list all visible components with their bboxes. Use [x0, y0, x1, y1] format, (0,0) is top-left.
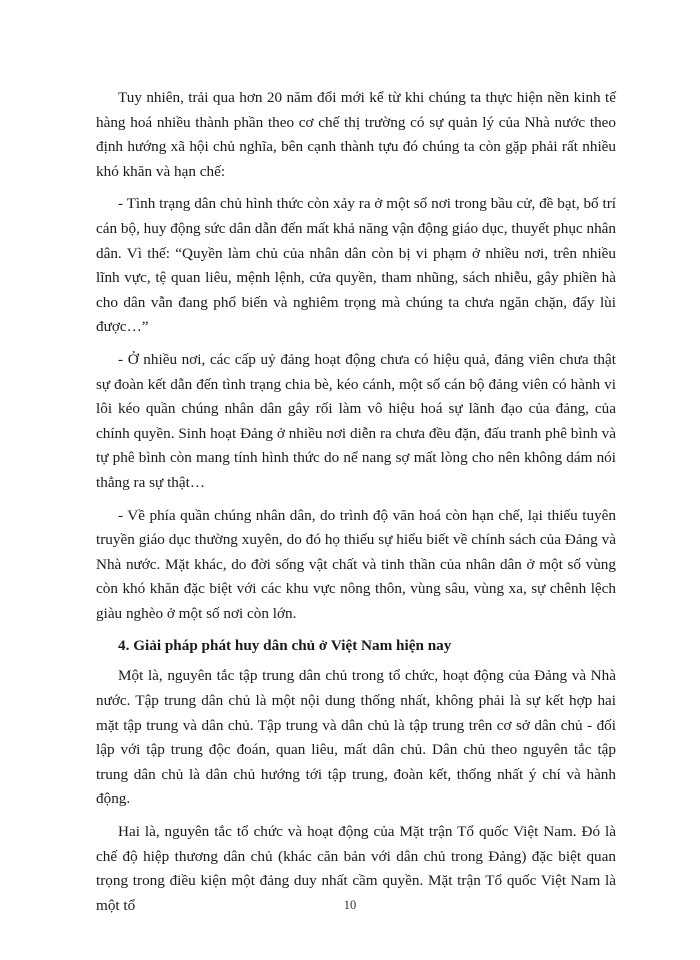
paragraph-solution-1: Một là, nguyên tắc tập trung dân chủ trong tổ chức, hoạt động của Đảng và Nhà nước. Tập trung dân chủ là một nội dung thống nhất, không phải là sự kết hợp hai mặt tập trung và dân chủ. Tập trung và dân chủ là tập trung trên cơ sở dân chủ - đối lập với tập trung độc đoán, quan liêu, mất dân chủ. Dân chủ theo nguyên tắc tập trung dân chủ là dân chủ hướng tới tập trung, đoàn kết, thống nhất ý chí và hành động.: [96, 667, 616, 808]
paragraph-intro: Tuy nhiên, trải qua hơn 20 năm đổi mới kể từ khi chúng ta thực hiện nền kinh tế hàng hoá nhiều thành phần theo cơ chế thị trường có sự quản lý của Nhà nước theo định hướng xã hội chủ nghĩa, bên cạnh thành tựu đó chúng ta còn gặp phải rất nhiều khó khăn và hạn chế:: [96, 89, 616, 180]
page-body: [96, 86, 616, 918]
paragraph-solution-2: Hai là, nguyên tắc tổ chức và hoạt động của Mặt trận Tổ quốc Việt Nam. Đó là chế độ hiệp thương dân chủ (khác căn bản với dân chủ trong Đảng) đặc biệt quan trọng trong điều kiện một đảng duy nhất cầm quyền. Mặt trận Tổ quốc Việt Nam là một tổ: [96, 823, 616, 914]
paragraph-limitation-2: - Ở nhiều nơi, các cấp uỷ đảng hoạt động chưa có hiệu quả, đảng viên chưa thật sự đoàn kết dẫn đến tình trạng chia bè, kéo cánh, một số cán bộ đảng viên có hành vi lôi kéo quần chúng nhân dân gây rối làm vô hiệu hoá sự lãnh đạo của đảng, của chính quyền. Sinh hoạt Đảng ở nhiều nơi diễn ra chưa đều đặn, đấu tranh phê bình và tự phê bình còn mang tính hình thức do nể nang sợ mất lòng cho nên không dám nói thẳng ra sự thật…: [96, 350, 616, 491]
section-heading: 4. Giải pháp phát huy dân chủ ở Việt Nam hiện nay: [118, 637, 452, 655]
paragraph-limitation-3: - Về phía quần chúng nhân dân, do trình độ văn hoá còn hạn chế, lại thiếu tuyên truyền giáo dục thường xuyên, do đó họ thiếu sự hiểu biết về chính sách của Đảng và Nhà nước. Mặt khác, do đời sống vật chất và tinh thần của nhân dân ở một số vùng còn khó khăn đặc biệt với các khu vực nông thôn, vùng sâu, vùng xa, sự chênh lệch giàu nghèo ở một số nơi còn lớn.: [96, 506, 616, 622]
page-number: 10: [343, 898, 357, 912]
paragraph-limitation-1: - Tình trạng dân chủ hình thức còn xảy ra ở một số nơi trong bầu cử, đề bạt, bố trí cán bộ, huy động sức dân dẫn đến mất khả năng vận động giáo dục, thuyết phục nhân dân. Vì thế: “Quyền làm chủ của nhân dân còn bị vi phạm ở nhiều nơi, trên nhiều lĩnh vực, tệ quan liêu, mệnh lệnh, cửa quyền, tham nhũng, sách nhiễu, gây phiền hà cho dân vẫn đang phổ biến và nghiêm trọng mà chúng ta chưa ngăn chặn, đẩy lùi được…”: [96, 195, 616, 336]
